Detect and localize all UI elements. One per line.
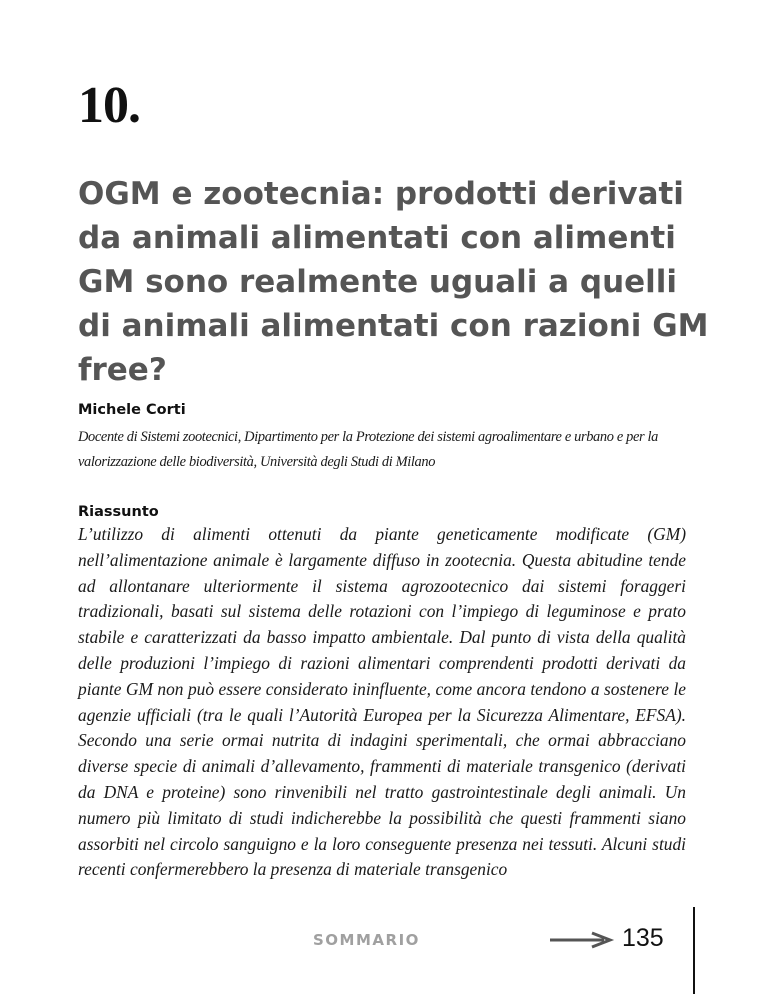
author-name: Michele Corti: [78, 402, 186, 418]
sommario-link[interactable]: SOMMARIO: [313, 931, 420, 949]
abstract-body: L’utilizzo di alimenti ottenuti da piante geneticamente modificate (GM) nell’alimentazione animale è largamente diffuso in zootecnia. Questa abitudine tende ad allontanare ulteriormente il sistema agrozootecnico dai sistemi foraggeri tradizionali, basati sul sistema delle rotazioni con l’impiego di leguminose e prato stabile e caratterizzati da basso impatto ambientale. Dal punto di vista della qualità delle produzioni l’impiego di razioni alimentari comprendenti prodotti derivati da piante GM non può essere considerato ininfluente, come ancora tendono a sostenere le agenzie ufficiali (tra le quali l’Autorità Europea per la Sicurezza Alimentare, EFSA). Secondo una serie ormai nutrita di indagini sperimentali, che ormai abbracciano diverse specie di animali d’allevamento, frammenti di materiale transgenico (derivati da DNA e proteine) sono rinvenibili nel tratto gastrointestinale degli animali. Un numero più limitato di studi indicherebbe la possibilità che questi frammenti siano assorbiti nel circolo sanguigno e la loro conseguente presenza nei tessuti. Alcuni studi recenti confermerebbero la presenza di materiale transgenico: [78, 524, 686, 880]
chapter-title: OGM e zootecnia: prodotti derivati da animali alimentati con alimenti GM sono realmente uguali a quelli di animali alimentati con razioni GM free?: [78, 176, 709, 388]
page-edge-rule: [693, 907, 695, 994]
abstract-heading: Riassunto: [78, 504, 159, 520]
author-affiliation: Docente di Sistemi zootecnici, Dipartimento per la Protezione dei sistemi agroalimentare e urbano e per la valorizzazione delle biodiversità, Università degli Studi di Milano: [78, 429, 658, 470]
chapter-number: 10.: [78, 77, 140, 134]
page-number: 135: [622, 924, 664, 952]
right-arrow-icon[interactable]: [548, 930, 616, 950]
